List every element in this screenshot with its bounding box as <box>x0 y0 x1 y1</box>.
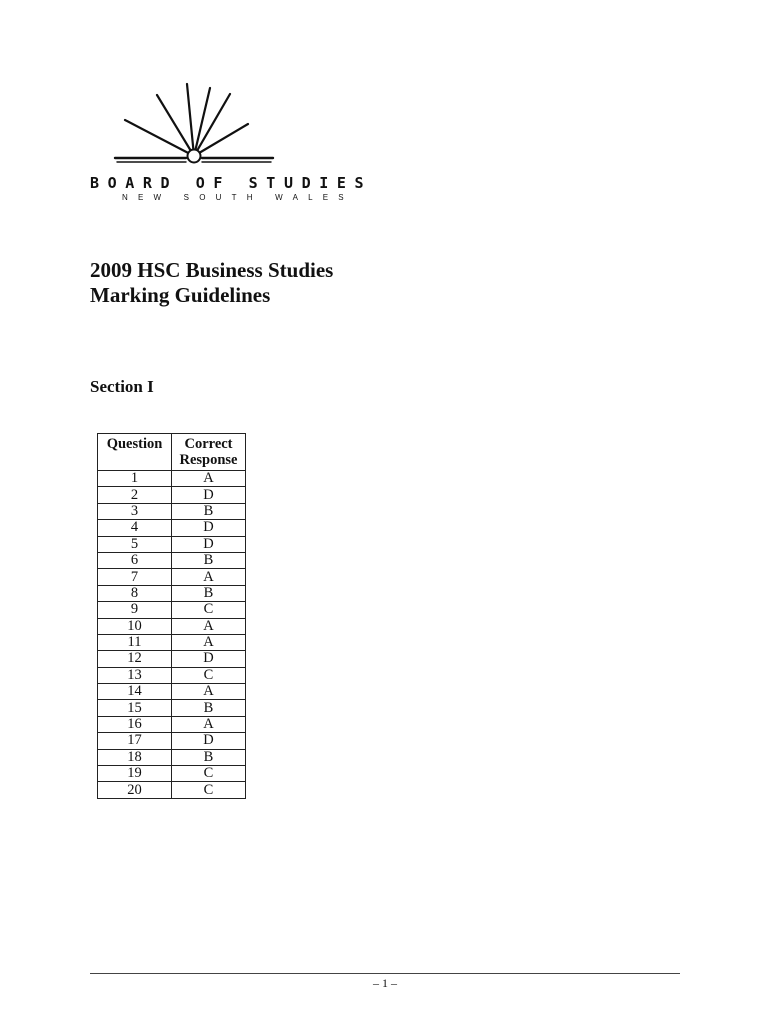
correct-response: B <box>172 585 246 601</box>
table-row <box>98 471 246 487</box>
question-number: 5 <box>98 536 172 552</box>
answer-table-header <box>98 434 246 471</box>
question-number: 10 <box>98 618 172 634</box>
correct-response: D <box>172 651 246 667</box>
correct-response: C <box>172 667 246 683</box>
correct-response: A <box>172 471 246 487</box>
question-number: 12 <box>98 651 172 667</box>
question-number: 1 <box>98 471 172 487</box>
question-number: 13 <box>98 667 172 683</box>
table-row <box>98 651 246 667</box>
correct-response: D <box>172 536 246 552</box>
section-heading: Section I <box>90 377 154 396</box>
correct-response: D <box>172 487 246 503</box>
table-row <box>98 602 246 618</box>
table-row <box>98 667 246 683</box>
table-row <box>98 487 246 503</box>
table-row <box>98 700 246 716</box>
question-number: 8 <box>98 585 172 601</box>
correct-response: B <box>172 700 246 716</box>
table-row <box>98 716 246 732</box>
table-row <box>98 503 246 519</box>
question-number: 2 <box>98 487 172 503</box>
correct-response: B <box>172 503 246 519</box>
table-row <box>98 766 246 782</box>
correct-response: C <box>172 782 246 798</box>
table-row <box>98 552 246 568</box>
question-number: 7 <box>98 569 172 585</box>
correct-response: A <box>172 634 246 650</box>
table-row <box>98 749 246 765</box>
correct-response: B <box>172 749 246 765</box>
correct-response: A <box>172 569 246 585</box>
question-number: 4 <box>98 520 172 536</box>
correct-response: A <box>172 618 246 634</box>
document-title <box>90 258 333 308</box>
table-row <box>98 618 246 634</box>
table-row <box>98 684 246 700</box>
table-row <box>98 782 246 798</box>
question-number: 16 <box>98 716 172 732</box>
question-number: 14 <box>98 684 172 700</box>
question-number: 20 <box>98 782 172 798</box>
correct-response: A <box>172 684 246 700</box>
table-row <box>98 536 246 552</box>
correct-response: C <box>172 766 246 782</box>
correct-response: D <box>172 520 246 536</box>
question-number: 17 <box>98 733 172 749</box>
document-title-line-1: 2009 HSC Business Studies <box>90 258 334 282</box>
table-row <box>98 634 246 650</box>
organization-name: BOARD OF STUDIES <box>90 174 373 192</box>
question-number: 3 <box>98 503 172 519</box>
question-number: 6 <box>98 552 172 568</box>
header-correct-response <box>172 434 246 471</box>
table-row <box>98 520 246 536</box>
footer-divider <box>90 973 680 974</box>
table-row <box>98 585 246 601</box>
question-number: 15 <box>98 700 172 716</box>
correct-response: D <box>172 733 246 749</box>
question-number: 11 <box>98 634 172 650</box>
organization-subtitle: NEW SOUTH WALES <box>122 193 354 202</box>
header-question: Question <box>98 434 172 471</box>
table-row <box>98 569 246 585</box>
table-row <box>98 733 246 749</box>
correct-response: A <box>172 716 246 732</box>
answer-table <box>97 433 246 799</box>
correct-response: C <box>172 602 246 618</box>
header-response-line-2: Response <box>179 452 238 468</box>
document-title-line-2: Marking Guidelines <box>90 283 271 307</box>
page-number: – 1 – <box>373 976 397 990</box>
question-number: 18 <box>98 749 172 765</box>
correct-response: B <box>172 552 246 568</box>
question-number: 19 <box>98 766 172 782</box>
header-response-line-1: Correct <box>184 436 233 452</box>
question-number: 9 <box>98 602 172 618</box>
